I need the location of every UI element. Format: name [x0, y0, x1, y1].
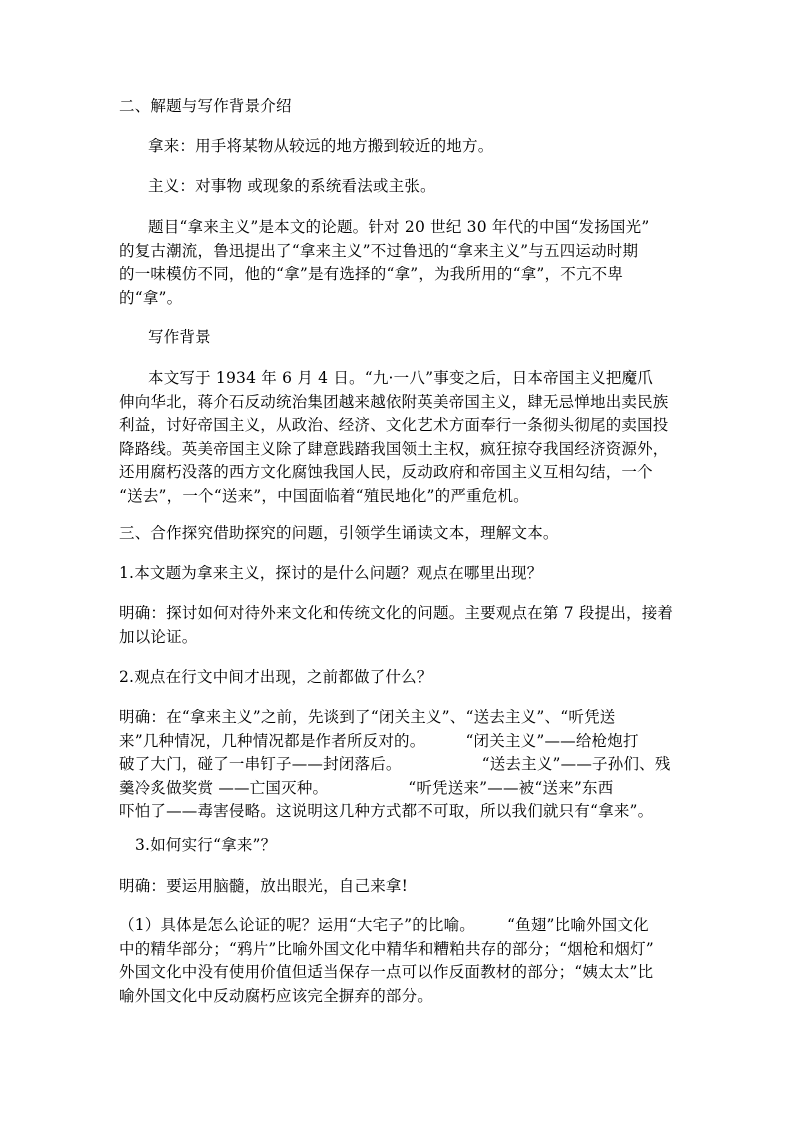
sub-point-1-line: 外国文化中没有使用价值但适当保存一点可以作反面教材的部分；“姨太太”比	[119, 963, 654, 981]
question-1-text: 1.本文题为拿来主义，探讨的是什么问题？观点在哪里出现？	[119, 564, 543, 582]
section3-heading-text: 三、合作探究借助探究的问题，引领学生诵读文本，理解文本。	[119, 524, 559, 542]
background-heading-text: 写作背景	[148, 328, 211, 346]
para-background-line: 降路线。英美帝国主义除了肆意践踏我国领土主权，疯狂掠夺我国经济资源外，	[119, 439, 669, 458]
sub-point-1-segment: “鱼翅”比喻外国文化	[507, 916, 649, 934]
background-heading	[119, 326, 681, 350]
sub-point-1-line	[119, 914, 681, 938]
answer-2-segment: 破了大门，碰了一串钉子——封闭落后。	[119, 755, 402, 773]
answer-2-segment: “闭关主义”——给枪炮打	[465, 731, 639, 750]
sub-point-1	[119, 914, 681, 1008]
answer-2-line: 吓怕了——毒害侵略。这说明这几种方式都不可取，所以我们就只有“拿来”。	[119, 802, 654, 820]
question-3	[119, 834, 681, 858]
para-background-line: 伸向华北，蒋介石反动统治集团越来越依附英美帝国主义，肆无忌惮地出卖民族	[119, 392, 669, 411]
question-3-text: 3.如何实行“拿来”？	[135, 836, 277, 854]
def-nalai	[119, 135, 681, 159]
answer-1	[119, 602, 681, 649]
def-nalai-text: 拿来：用手将某物从较远的地方搬到较近的地方。	[148, 137, 494, 155]
section2-heading-text: 二、解题与写作背景介绍	[119, 97, 292, 115]
sub-point-1-line: 喻外国文化中反动腐朽应该完全摒弃的部分。	[119, 986, 434, 1005]
answer-2-line	[119, 777, 681, 801]
para-background-line: 还用腐朽没落的西方文化腐蚀我国人民，反动政府和帝国主义互相勾结，一个	[119, 463, 653, 481]
section3-heading	[119, 522, 681, 546]
question-2-text: 2.观点在行文中间才出现，之前都做了什么？	[119, 668, 433, 686]
answer-2-line: 明确：在“拿来主义”之前，先谈到了“闭关主义”、“送去主义”、“听凭送	[119, 708, 616, 726]
para-title-line: 题目“拿来主义”是本文的论题。针对 20 世纪 30 年代的中国“发扬国光”	[148, 218, 650, 236]
para-title-line: 的一味模仿不同，他的“拿”是有选择的“拿”，为我所用的“拿”，不亢不卑	[119, 265, 624, 283]
answer-3	[119, 875, 681, 899]
para-title-line: 的“拿”。	[119, 288, 183, 307]
section2-heading	[119, 95, 681, 119]
answer-1-line: 明确：探讨如何对待外来文化和传统文化的问题。主要观点在第 7 段提出，接着	[119, 604, 674, 622]
para-title-line: 的复古潮流，鲁迅提出了“拿来主义”不过鲁迅的“拿来主义”与五四运动时期	[119, 241, 639, 260]
answer-2-segment: “听凭送来”——被“送来”东西	[408, 778, 614, 797]
def-zhuyi	[119, 175, 681, 199]
para-background	[119, 367, 681, 508]
para-background-line: 利益，讨好帝国主义，从政治、经济、文化艺术方面奉行一条彻头彻尾的卖国投	[119, 416, 669, 434]
answer-2-line	[119, 753, 681, 777]
question-1	[119, 562, 681, 586]
answer-2	[119, 706, 681, 824]
para-title	[119, 216, 681, 310]
sub-point-1-segment: （1）具体是怎么论证的呢？运用“大宅子”的比喻。	[119, 916, 476, 934]
para-background-line: 本文写于 1934 年 6 月 4 日。“九·一八”事变之后，日本帝国主义把魔爪	[148, 369, 654, 387]
answer-2-segment: “送去主义”——子孙们、残	[481, 755, 671, 773]
answer-2-segment: 羹冷炙做奖赏 ——亡国灭种。	[119, 778, 329, 797]
answer-2-segment: 来”几种情况，几种情况都是作者所反对的。	[119, 731, 426, 750]
para-background-line: “送去”，一个“送来”，中国面临着“殖民地化”的严重危机。	[119, 486, 529, 505]
answer-2-line	[119, 730, 681, 754]
question-2	[119, 666, 681, 690]
sub-point-1-line: 中的精华部分；“鸦片”比喻外国文化中精华和糟粕共存的部分；“烟枪和烟灯”	[119, 939, 654, 958]
answer-3-text: 明确：要运用脑髓，放出眼光，自己来拿!	[119, 877, 409, 895]
answer-1-line: 加以论证。	[119, 627, 198, 646]
def-zhuyi-text: 主义：对事物 或现象的系统看法或主张。	[148, 177, 436, 195]
